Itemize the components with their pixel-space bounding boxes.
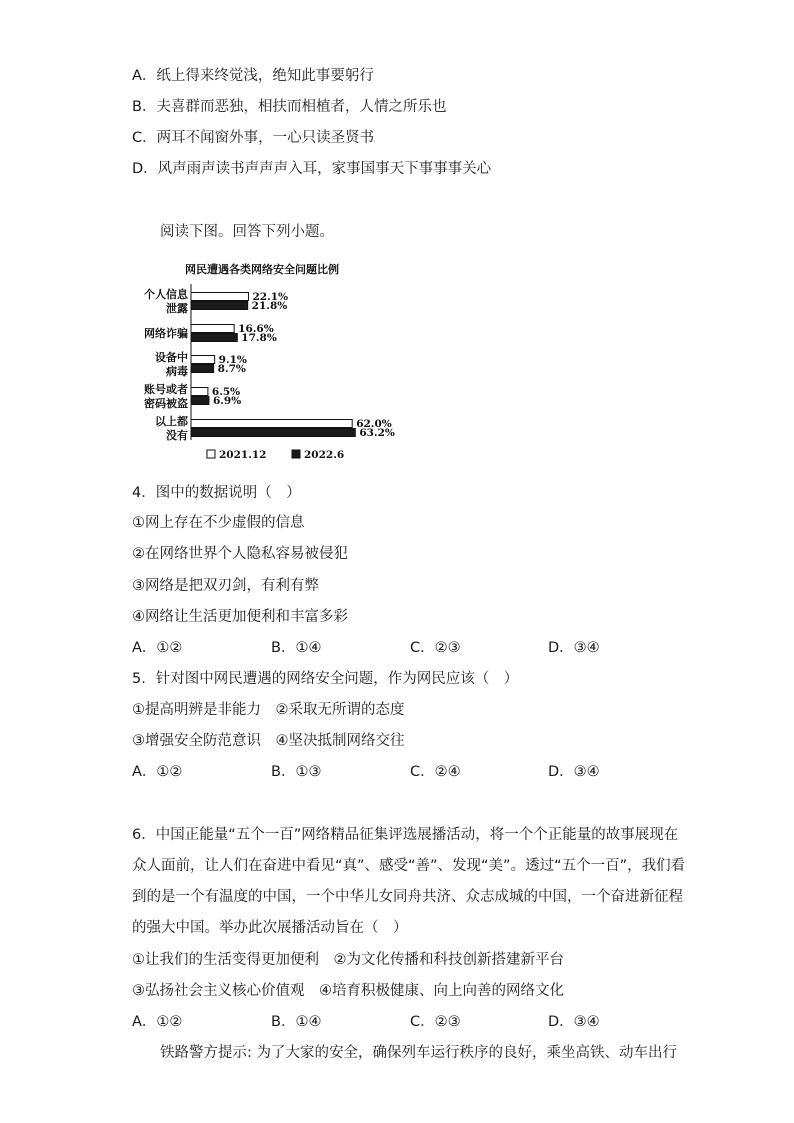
- bar-2022.6: [191, 365, 214, 373]
- option-a: A．纸上得来终觉浅，绝知此事要躬行: [132, 68, 374, 84]
- category-label: 设备中: [155, 351, 188, 364]
- legend-swatch: [207, 450, 215, 458]
- q5-choice-b: B．①③: [271, 764, 322, 780]
- q6-stem-line-2: 众人面前，让人们在奋进中看见“真”、感受“善”、发现“美”。透过“五个一百”，我们看: [132, 858, 686, 874]
- q4-choice-a: A．①②: [132, 640, 183, 656]
- data-label: 8.7%: [217, 363, 246, 375]
- q4-item-3: ③网络是把双刃剑，有利有弊: [132, 578, 319, 594]
- data-label: 6.9%: [212, 395, 242, 407]
- bar-2021.12: [191, 293, 248, 301]
- data-label: 17.8%: [241, 332, 277, 344]
- q6-items-1: ①让我们的生活变得更加便利 ②为文化传播和科技创新搭建新平台: [132, 952, 564, 968]
- option-c: C．两耳不闻窗外事，一心只读圣贤书: [132, 130, 375, 146]
- data-label: 6.5%: [211, 386, 241, 398]
- category-label: 以上都: [155, 415, 188, 428]
- bar-2021.12: [191, 420, 352, 428]
- legend-label: 2021.12: [219, 449, 267, 461]
- q6-stem-line-4: 的强大中国。举办此次展播活动旨在（ ）: [132, 920, 408, 936]
- q5-choice-d: D．③④: [548, 764, 600, 780]
- category-label: 病毒: [166, 365, 188, 378]
- q6-choice-b: B．①④: [271, 1014, 322, 1030]
- data-label: 16.6%: [238, 323, 274, 335]
- bar-2022.6: [191, 429, 355, 437]
- q5-items-1: ①提高明辨是非能力 ②采取无所谓的态度: [132, 702, 405, 718]
- q5-choice-a: A．①②: [132, 764, 183, 780]
- data-label: 21.8%: [251, 300, 288, 312]
- chart-title: 网民遭遇各类网络安全问题比例: [185, 263, 339, 276]
- bar-2022.6: [191, 397, 209, 405]
- category-label: 个人信息: [144, 288, 188, 301]
- q4-choice-d: D．③④: [548, 640, 600, 656]
- category-label: 没有: [166, 429, 188, 442]
- q6-choice-d: D．③④: [548, 1014, 600, 1030]
- category-label: 泄露: [166, 302, 188, 315]
- legend-swatch: [292, 450, 300, 458]
- q4-item-4: ④网络让生活更加便利和丰富多彩: [132, 609, 348, 625]
- category-label: 网络诈骗: [144, 327, 188, 340]
- read-prompt: 阅读下图。回答下列小题。: [160, 224, 334, 240]
- bar-2021.12: [191, 388, 208, 396]
- q6-items-2: ③弘扬社会主义核心价值观 ④培育积极健康、向上向善的网络文化: [132, 983, 564, 999]
- footer-line: 铁路警方提示: 为了大家的安全，确保列车运行秩序的良好，乘坐高铁、动车出行: [160, 1045, 677, 1061]
- q5-choice-c: C．②④: [410, 764, 461, 780]
- data-label: 22.1%: [252, 291, 289, 303]
- bar-2021.12: [191, 356, 215, 364]
- category-label: 账号或者: [144, 383, 188, 396]
- option-b: B．夫喜群而恶独，相扶而相植者，人情之所乐也: [132, 99, 447, 115]
- q4-stem: 4．图中的数据说明（ ）: [132, 485, 301, 501]
- data-label: 62.0%: [356, 418, 392, 430]
- q5-items-2: ③增强安全防范意识 ④坚决抵制网络交往: [132, 733, 405, 749]
- bar-2021.12: [191, 325, 234, 333]
- q6-stem-line-1: 6．中国正能量“五个一百”网络精品征集评选展播活动，将一个个正能量的故事展现在: [132, 827, 679, 843]
- data-label: 63.2%: [359, 427, 395, 439]
- q6-stem-line-3: 到的是一个有温度的中国，一个中华儿女同舟共济、众志成城的中国，一个奋进新征程: [132, 889, 683, 905]
- q4-choice-c: C．②③: [410, 640, 461, 656]
- legend-label: 2022.6: [304, 449, 345, 461]
- q4-item-2: ②在网络世界个人隐私容易被侵犯: [132, 546, 348, 562]
- q6-choice-a: A．①②: [132, 1014, 183, 1030]
- category-label: 密码被盗: [144, 397, 188, 410]
- q4-item-1: ①网上存在不少虚假的信息: [132, 515, 305, 531]
- q4-choice-b: B．①④: [271, 640, 322, 656]
- bar-2022.6: [191, 302, 248, 310]
- option-d: D．风声雨声读书声声声入耳，家事国事天下事事事关心: [132, 161, 492, 177]
- q5-stem: 5．针对图中网民遭遇的网络安全问题，作为网民应该（ ）: [132, 671, 519, 687]
- bar-2022.6: [191, 334, 237, 342]
- q6-choice-c: C．②③: [410, 1014, 461, 1030]
- bar-chart: [128, 256, 395, 468]
- data-label: 9.1%: [218, 354, 247, 366]
